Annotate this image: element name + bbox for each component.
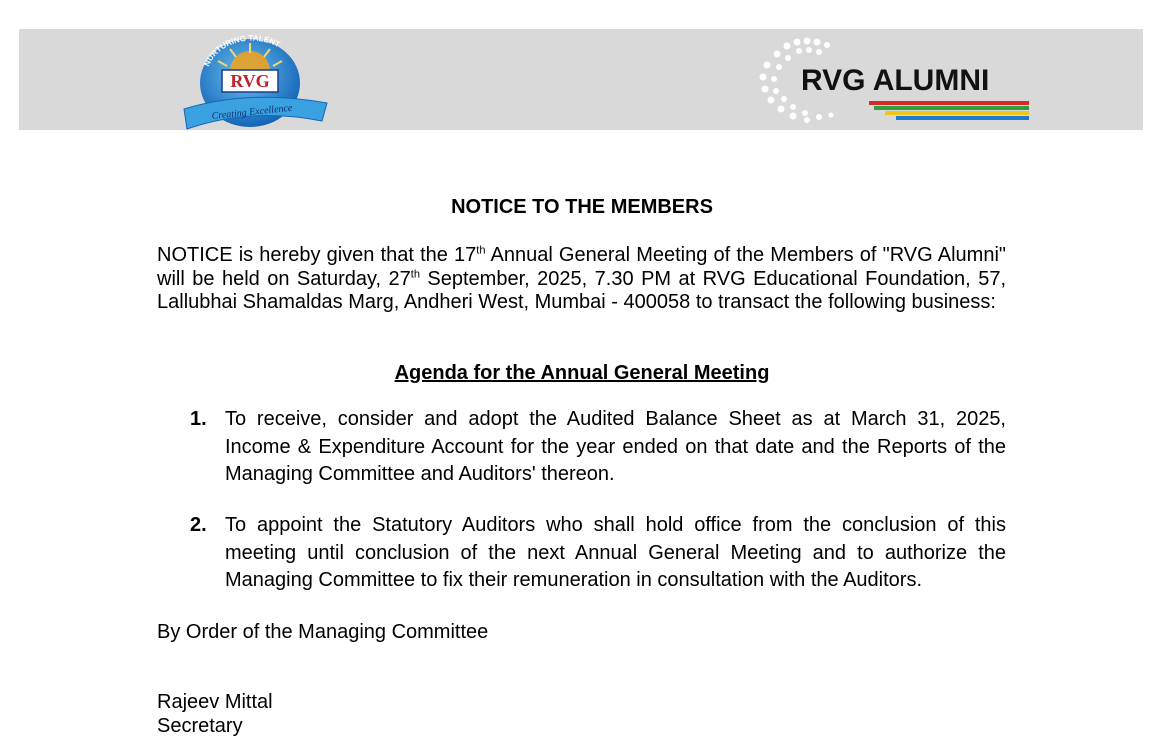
- logo-alumni-text: RVG ALUMNI: [801, 64, 990, 97]
- logo-center-text: RVG: [230, 71, 270, 91]
- stripe-yellow: [885, 111, 1029, 115]
- agenda-item-text: To appoint the Statutory Auditors who shall hold office from the conclusion of this meeting until conclusion of the next Annual General Meeting and to authorize the Managing Committee to fix their remuneration in consultation with the Auditors.: [225, 514, 1006, 591]
- signatory-name: Rajeev Mittal: [157, 691, 273, 713]
- agenda-item: [190, 406, 1006, 489]
- rvg-logo: [162, 35, 332, 131]
- agenda-item: [190, 512, 1006, 595]
- stripe-red: [869, 101, 1029, 105]
- logo-arc-text: NURTURING TALENT: [202, 35, 282, 68]
- header-banner: [19, 29, 1143, 130]
- agenda-item-text: To receive, consider and adopt the Audited Balance Sheet as at March 31, 2025, Income & Expenditure Account for the year ended on that date and the Reports of the Managing Committee and Auditors' thereon.: [225, 408, 1006, 485]
- agenda-heading: Agenda for the Annual General Meeting: [394, 362, 770, 384]
- notice-intro: NOTICE is hereby given that the 17th Annual General Meeting of the Members of "RVG Alumni" will be held on Saturday, 27th September, 2025, 7.30 PM at RVG Educational Foundation, 57, Lallubhai Shamaldas Marg, Andheri West, Mumbai - 400058 to transact the following business:: [157, 244, 1006, 313]
- stripe-blue: [896, 116, 1029, 120]
- notice-title: NOTICE TO THE MEMBERS: [451, 196, 713, 218]
- rvg-alumni-logo: [739, 37, 1029, 123]
- agenda-item-number: 1.: [190, 408, 207, 430]
- agenda-item-number: 2.: [190, 514, 207, 536]
- logo-ribbon-text: Creating Excellence: [211, 102, 293, 122]
- by-order-line: By Order of the Managing Committee: [157, 621, 489, 643]
- signatory-role: Secretary: [157, 715, 243, 737]
- stripe-green: [874, 106, 1029, 110]
